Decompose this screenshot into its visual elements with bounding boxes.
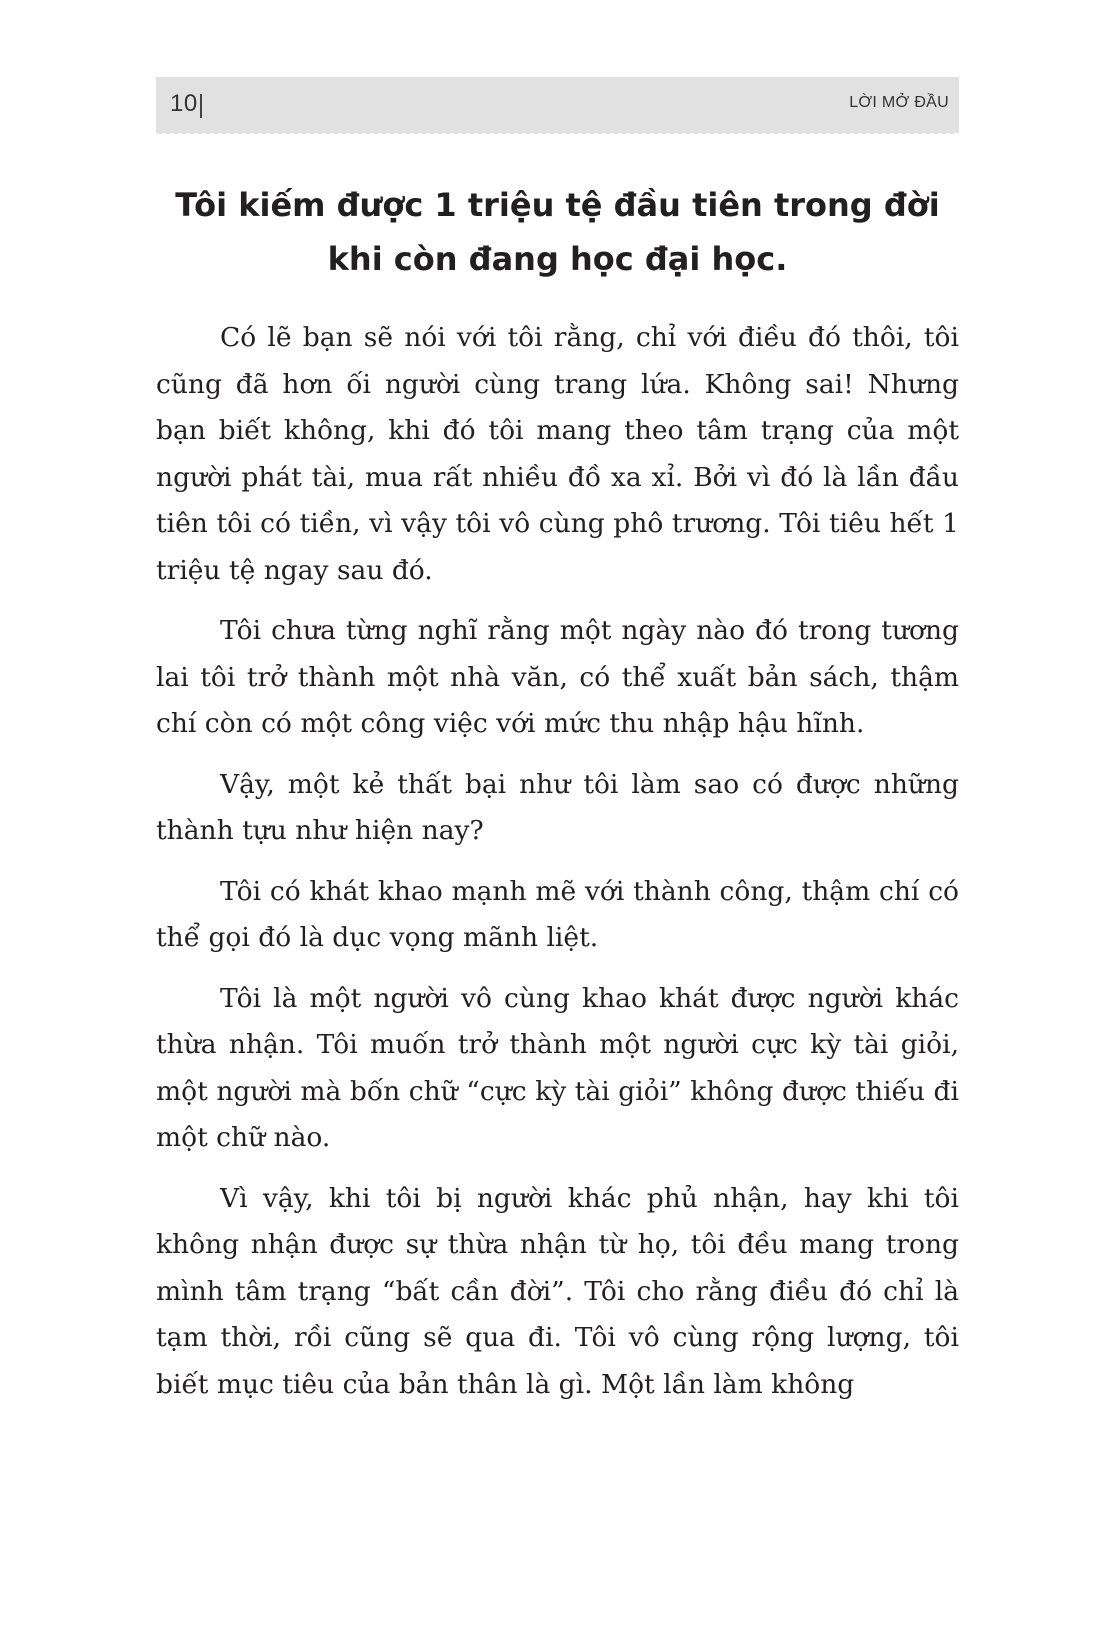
chapter-heading-line-2: khi còn đang học đại học.: [327, 240, 788, 278]
paragraph: Tôi là một người vô cùng khao khát được người khác thừa nhận. Tôi muốn trở thành một người cực kỳ tài giỏi, một người mà bốn chữ “cực kỳ tài giỏi” không được thiếu đi một chữ nào.: [156, 982, 959, 1153]
chapter-heading: [156, 178, 959, 286]
paragraph: Tôi chưa từng nghĩ rằng một ngày nào đó trong tương lai tôi trở thành một nhà văn, có thể xuất bản sách, thậm chí còn có một công việc với mức thu nhập hậu hĩnh.: [156, 615, 959, 739]
body-text: [156, 315, 959, 1422]
paragraph: Tôi có khát khao mạnh mẽ với thành công, thậm chí có thể gọi đó là dục vọng mãnh liệt.: [156, 875, 959, 953]
running-header-band: [156, 77, 959, 133]
running-header-title: LỜI MỞ ĐẦU: [849, 94, 949, 111]
page-number: 10: [170, 90, 198, 117]
header-divider: [200, 94, 202, 118]
paragraph: Vậy, một kẻ thất bại như tôi làm sao có được những thành tựu như hiện nay?: [156, 768, 959, 846]
paragraph: Có lẽ bạn sẽ nói với tôi rằng, chỉ với điều đó thôi, tôi cũng đã hơn ối người cùng trang lứa. Không sai! Nhưng bạn biết không, khi đó tôi mang theo tâm trạng của một người phát tài, mua rất nhiều đồ xa xỉ. Bởi vì đó là lần đầu tiên tôi có tiền, vì vậy tôi vô cùng phô trương. Tôi tiêu hết 1 triệu tệ ngay sau đó.: [156, 322, 959, 586]
paragraph: Vì vậy, khi tôi bị người khác phủ nhận, hay khi tôi không nhận được sự thừa nhận từ họ, tôi đều mang trong mình tâm trạng “bất cần đời”. Tôi cho rằng điều đó chỉ là tạm thời, rồi cũng sẽ qua đi. Tôi vô cùng rộng lượng, tôi biết mục tiêu của bản thân là gì. Một lần làm không: [156, 1182, 959, 1400]
chapter-heading-line-1: Tôi kiếm được 1 triệu tệ đầu tiên trong đời: [175, 186, 940, 224]
